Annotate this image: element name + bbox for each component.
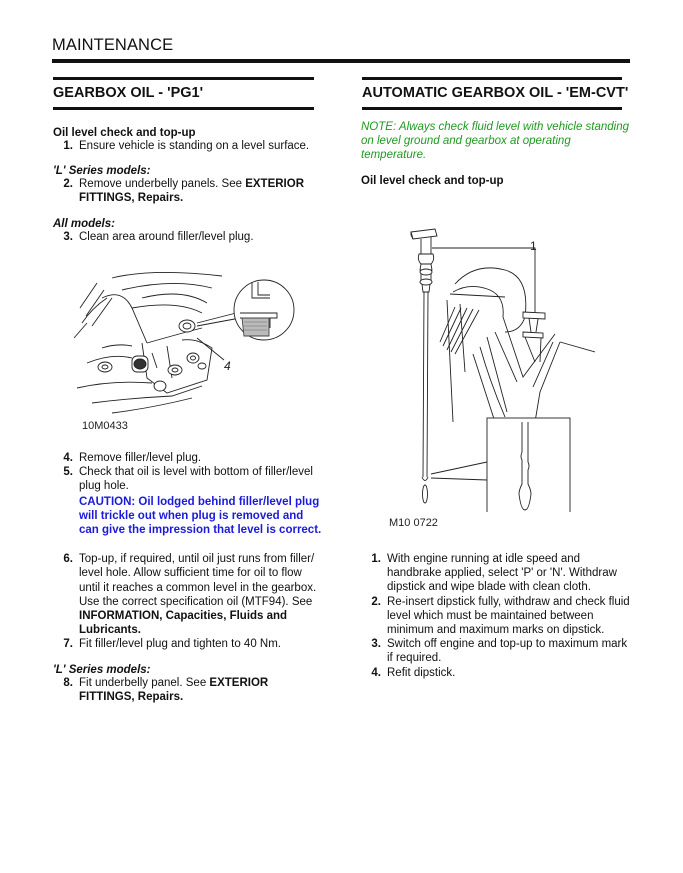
step-number: 4.: [371, 666, 381, 679]
left-procedure-continued: [53, 451, 323, 704]
cross-reference-link[interactable]: EXTERIOR FITTINGS, Repairs.: [79, 676, 269, 703]
step-text: Clean area around filler/level plug.: [79, 230, 254, 243]
step-text: Remove underbelly panels. See: [79, 178, 246, 191]
series-label: 'L' Series models:: [53, 165, 151, 178]
step-number: 1.: [371, 553, 381, 565]
step-number: 1.: [63, 140, 73, 152]
left-section-top-rule: [53, 77, 314, 80]
caution-text: CAUTION: Oil lodged behind filler/level plug will trickle out when plug is removed and can give the impression that level is correct.: [79, 495, 322, 537]
step-text: Fit filler/level plug and tighten to 40 Nm.: [79, 638, 281, 651]
gearbox-filler-plug-illustration: [72, 268, 312, 418]
cross-reference-link[interactable]: INFORMATION, Capacities, Fluids and Lubricants.: [79, 610, 288, 637]
step-8: [53, 676, 323, 704]
right-section-top-rule: [362, 77, 622, 80]
cross-reference-link[interactable]: EXTERIOR FITTINGS, Repairs.: [79, 178, 305, 205]
step-2: [361, 595, 636, 638]
right-section-bottom-rule: [362, 107, 622, 110]
step-number: 5.: [63, 466, 73, 479]
left-procedure: [53, 127, 323, 244]
left-subheading: Oil level check and top-up: [53, 127, 196, 139]
step-number: 7.: [63, 638, 73, 651]
right-subheading: Oil level check and top-up: [361, 174, 504, 187]
series-label: All models:: [53, 217, 115, 230]
callout-number: 4: [224, 359, 231, 373]
right-procedure: [361, 552, 636, 680]
step-4: [361, 666, 636, 680]
step-text: Top-up, if required, until oil just runs from filler/ level hole. Allow sufficient time for oil to flow until it reaches a common level in the gearbox. Use the correct specification oil (MTF94). See: [79, 553, 317, 608]
note-text: NOTE: Always check fluid level with vehicle standing on level ground and gearbox at operating temperature.: [361, 121, 630, 162]
step-text: With engine running at idle speed and handbrake applied, select 'P' or 'N'. Withdraw dipstick and wipe blade with clean cloth.: [387, 553, 617, 594]
step-1: [53, 139, 323, 153]
step-4: [53, 451, 323, 465]
step-text: Ensure vehicle is standing on a level surface.: [79, 140, 310, 152]
figure-id-label: M10 0722: [389, 517, 438, 529]
right-intro: [361, 120, 636, 187]
step-text: Check that oil is level with bottom of filler/level plug hole.: [79, 466, 313, 493]
step-7: [53, 637, 323, 651]
step-6: [53, 552, 323, 637]
step-number: 3.: [371, 638, 381, 651]
dipstick-illustration-icon: [395, 222, 595, 512]
page-title: MAINTENANCE: [52, 36, 174, 54]
step-number: 8.: [63, 676, 73, 689]
step-number: 2.: [63, 178, 73, 191]
step-2: [53, 177, 323, 205]
step-number: 3.: [63, 230, 73, 243]
step-5: [53, 465, 323, 493]
step-1: [361, 552, 636, 595]
right-section-title: AUTOMATIC GEARBOX OIL - 'EM-CVT': [362, 85, 629, 101]
header-rule: [52, 59, 630, 63]
gearbox-illustration-icon: [72, 268, 312, 418]
step-text: Switch off engine and top-up to maximum mark if required.: [387, 638, 628, 665]
callout-number: 1: [530, 239, 537, 253]
step-3: [53, 230, 323, 244]
step-text: Refit dipstick.: [387, 666, 456, 679]
step-text: Re-insert dipstick fully, withdraw and check fluid level which must be maintained between minimum and maximum marks on dipstick.: [387, 595, 630, 637]
step-number: 2.: [371, 595, 381, 608]
step-text: Fit underbelly panel. See: [79, 676, 210, 689]
left-section-title: GEARBOX OIL - 'PG1': [53, 85, 204, 101]
step-number: 6.: [63, 553, 73, 566]
dipstick-illustration: [395, 222, 595, 512]
step-number: 4.: [63, 452, 73, 464]
series-label: 'L' Series models:: [53, 663, 151, 676]
step-text: Remove filler/level plug.: [79, 452, 202, 464]
step-3: [361, 637, 636, 665]
figure-id-label: 10M0433: [82, 420, 128, 432]
left-section-bottom-rule: [53, 107, 314, 110]
